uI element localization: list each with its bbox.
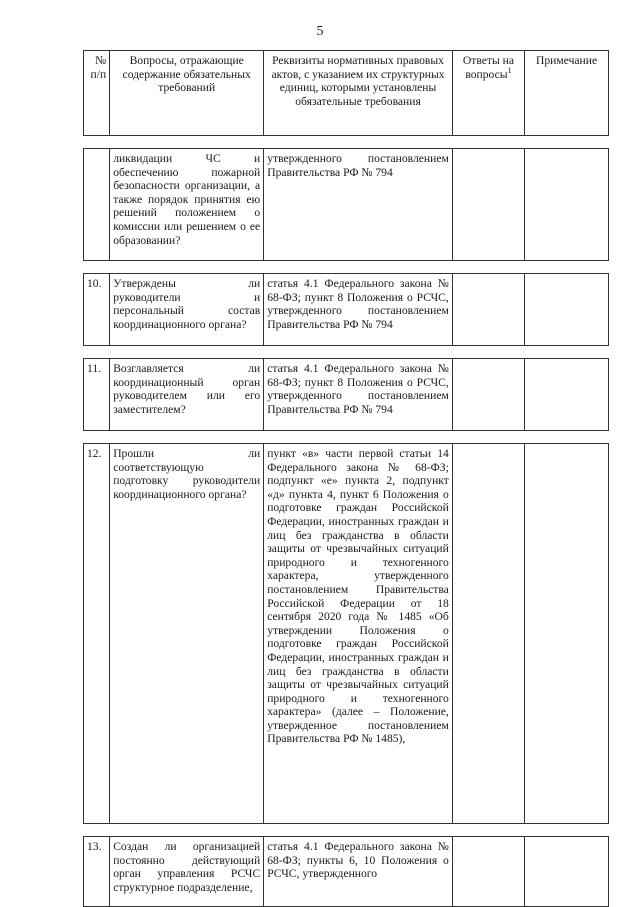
row-question: ликвидации ЧС и обеспечению пожарной безопасности организации, а также порядок принятия ею решений положением о комиссии или решением о ее образовании? — [110, 149, 264, 261]
header-answers-footnote: 1 — [507, 65, 512, 75]
row-note-cell — [525, 359, 609, 431]
table-row — [84, 359, 609, 431]
page-number: 5 — [316, 24, 324, 39]
row-reference: статья 4.1 Федерального закона № 68-ФЗ; пункт 8 Положения о РСЧС, утвержденного постановлением Правительства РФ № 794 — [264, 359, 453, 431]
row-question: Создан ли организацией постоянно действующий орган управления РСЧС структурное подразделение, — [110, 837, 264, 907]
row-note-cell — [525, 149, 609, 261]
table-row — [84, 837, 609, 907]
header-answers-label: Ответы на вопросы — [462, 54, 515, 81]
row-number: 10. — [84, 274, 110, 346]
row-number: 12. — [84, 444, 110, 824]
row-answer-cell — [452, 274, 524, 346]
row-gap — [84, 136, 609, 149]
row-reference: утвержденного постановлением Правительства РФ № 794 — [264, 149, 453, 261]
row-gap — [84, 261, 609, 274]
row-note-cell — [525, 837, 609, 907]
header-answers — [452, 51, 524, 136]
row-number: 13. — [84, 837, 110, 907]
row-question: Возглавляется ли координационный орган руководителем или его заместителем? — [110, 359, 264, 431]
row-answer-cell — [452, 359, 524, 431]
row-note-cell — [525, 274, 609, 346]
table-row — [84, 444, 609, 824]
table-row — [84, 274, 609, 346]
row-question: Утверждены ли руководители и персональный состав координационного органа? — [110, 274, 264, 346]
row-number: 11. — [84, 359, 110, 431]
row-reference: пункт «в» части первой статьи 14 Федерального закона № 68-ФЗ; подпункт «е» пункта 2, подпункт «д» пункта 4, пункт 6 Положения о подготовке граждан Российской Федерации, иностранных граждан и лиц без гражданства в области защиты от чрезвычайных ситуаций природного и техногенного характера, утвержденного постановлением Правительства Российской Федерации от 18 сентября 2020 года № 1485 «Об утверждении Положения о подготовке граждан Российской Федерации, иностранных граждан и лиц без гражданства в области защиты от чрезвычайных ситуаций природного и техногенного характера» (далее – Положение, утвержденное постановлением Правительства РФ № 1485), — [264, 444, 453, 824]
row-question: Прошли ли соответствующую подготовку руководители координационного органа? — [110, 444, 264, 824]
row-answer-cell — [452, 837, 524, 907]
row-reference: статья 4.1 Федерального закона № 68-ФЗ; пункт 8 Положения о РСЧС, утвержденного постановлением Правительства РФ № 794 — [264, 274, 453, 346]
header-notes: Примечание — [525, 51, 609, 136]
row-reference: статья 4.1 Федерального закона № 68-ФЗ; пункты 6, 10 Положения о РСЧС, утвержденного — [264, 837, 453, 907]
header-question: Вопросы, отражающие содержание обязательных требований — [110, 51, 264, 136]
header-reference: Реквизиты нормативных правовых актов, с указанием их структурных единиц, которыми установлены обязательные требования — [264, 51, 453, 136]
row-gap — [84, 346, 609, 359]
requirements-table — [83, 50, 609, 907]
row-number — [84, 149, 110, 261]
header-number: № п/п — [84, 51, 110, 136]
table-header-row — [84, 51, 609, 136]
table-row — [84, 149, 609, 261]
row-answer-cell — [452, 149, 524, 261]
row-gap — [84, 431, 609, 444]
row-answer-cell — [452, 444, 524, 824]
row-gap — [84, 824, 609, 837]
row-note-cell — [525, 444, 609, 824]
